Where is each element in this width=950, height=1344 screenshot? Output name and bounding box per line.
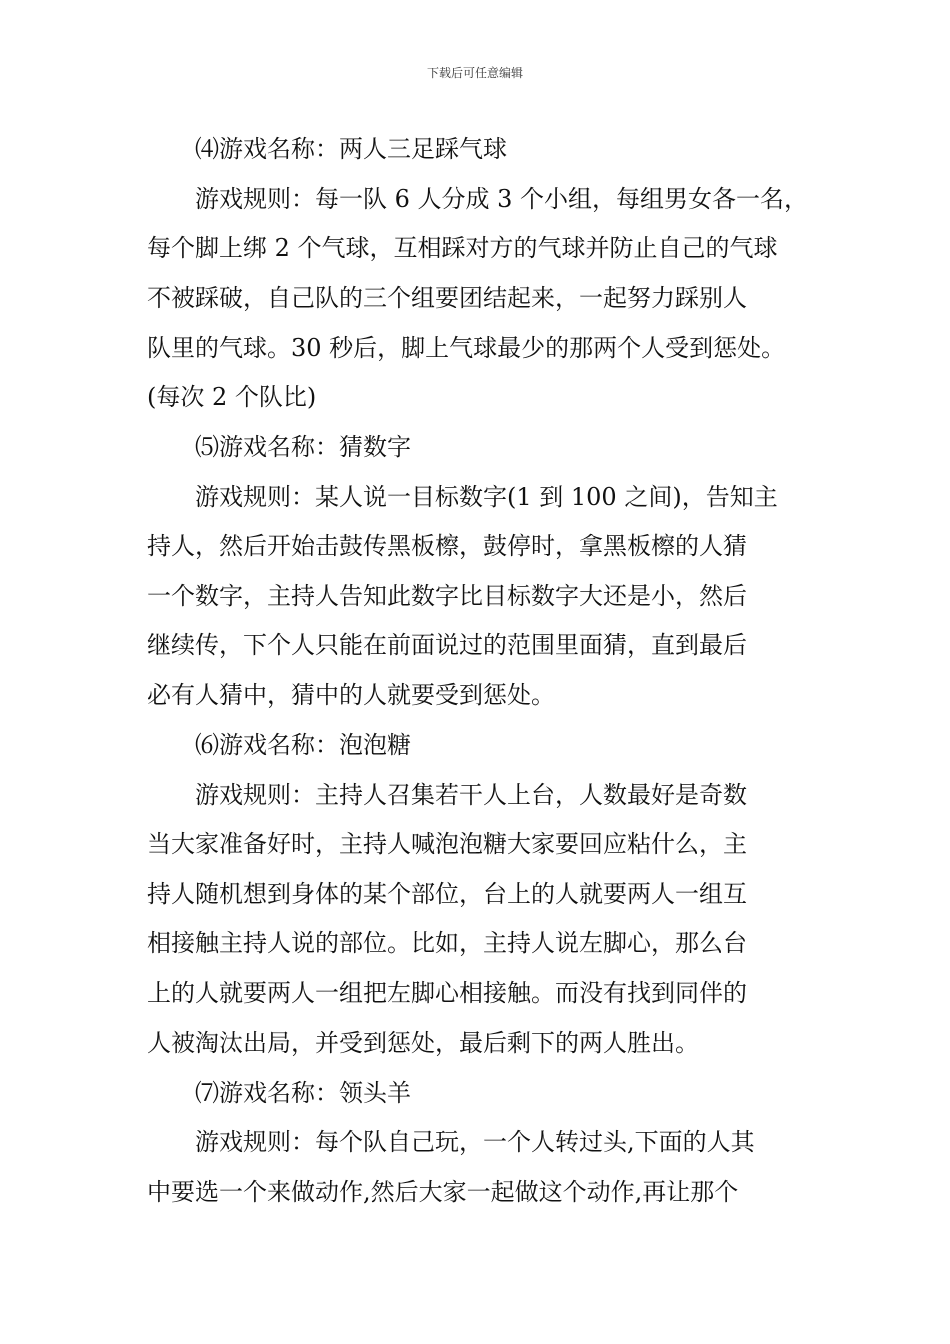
section-4-title: ⑷游戏名称：两人三足踩气球 — [195, 135, 507, 163]
paragraph-line: 持人，然后开始击鼓传黑板檫，鼓停时，拿黑板檫的人猜 — [147, 532, 747, 560]
paragraph-line: 队里的气球。30 秒后，脚上气球最少的那两个人受到惩处。 — [147, 334, 786, 362]
section-6-title: ⑹游戏名称：泡泡糖 — [195, 731, 411, 759]
paragraph-line: 每个脚上绑 2 个气球，互相踩对方的气球并防止自己的气球 — [147, 234, 778, 262]
paragraph-line: 当大家准备好时，主持人喊泡泡糖大家要回应粘什么，主 — [147, 830, 747, 858]
paragraph-line: 游戏规则：每一队 6 人分成 3 个小组，每组男女各一名， — [195, 185, 809, 213]
paragraph-line: 游戏规则：主持人召集若干人上台，人数最好是奇数 — [195, 781, 747, 809]
paragraph-line: 上的人就要两人一组把左脚心相接触。而没有找到同伴的 — [147, 979, 747, 1007]
paragraph-line: 不被踩破，自己队的三个组要团结起来，一起努力踩别人 — [147, 284, 747, 312]
section-5-title: ⑸游戏名称：猜数字 — [195, 433, 411, 461]
paragraph-line: (每次 2 个队比) — [147, 383, 317, 411]
paragraph-line: 继续传，下个人只能在前面说过的范围里面猜，直到最后 — [147, 631, 747, 659]
paragraph-line: 中要选一个来做动作,然后大家一起做这个动作,再让那个 — [147, 1178, 739, 1206]
paragraph-line: 游戏规则：每个队自己玩，一个人转过头,下面的人其 — [195, 1128, 755, 1156]
paragraph-line: 一个数字，主持人告知此数字比目标数字大还是小，然后 — [147, 582, 747, 610]
paragraph-line: 必有人猜中，猜中的人就要受到惩处。 — [147, 681, 555, 709]
paragraph-line: 人被淘汰出局，并受到惩处，最后剩下的两人胜出。 — [147, 1029, 699, 1057]
paragraph-line: 游戏规则：某人说一目标数字(1 到 100 之间)，告知主 — [195, 483, 778, 511]
section-7-title: ⑺游戏名称：领头羊 — [195, 1079, 411, 1107]
paragraph-line: 持人随机想到身体的某个部位，台上的人就要两人一组互 — [147, 880, 747, 908]
paragraph-line: 相接触主持人说的部位。比如，主持人说左脚心，那么台 — [147, 929, 747, 957]
page-header: 下载后可任意编辑 — [426, 66, 523, 80]
